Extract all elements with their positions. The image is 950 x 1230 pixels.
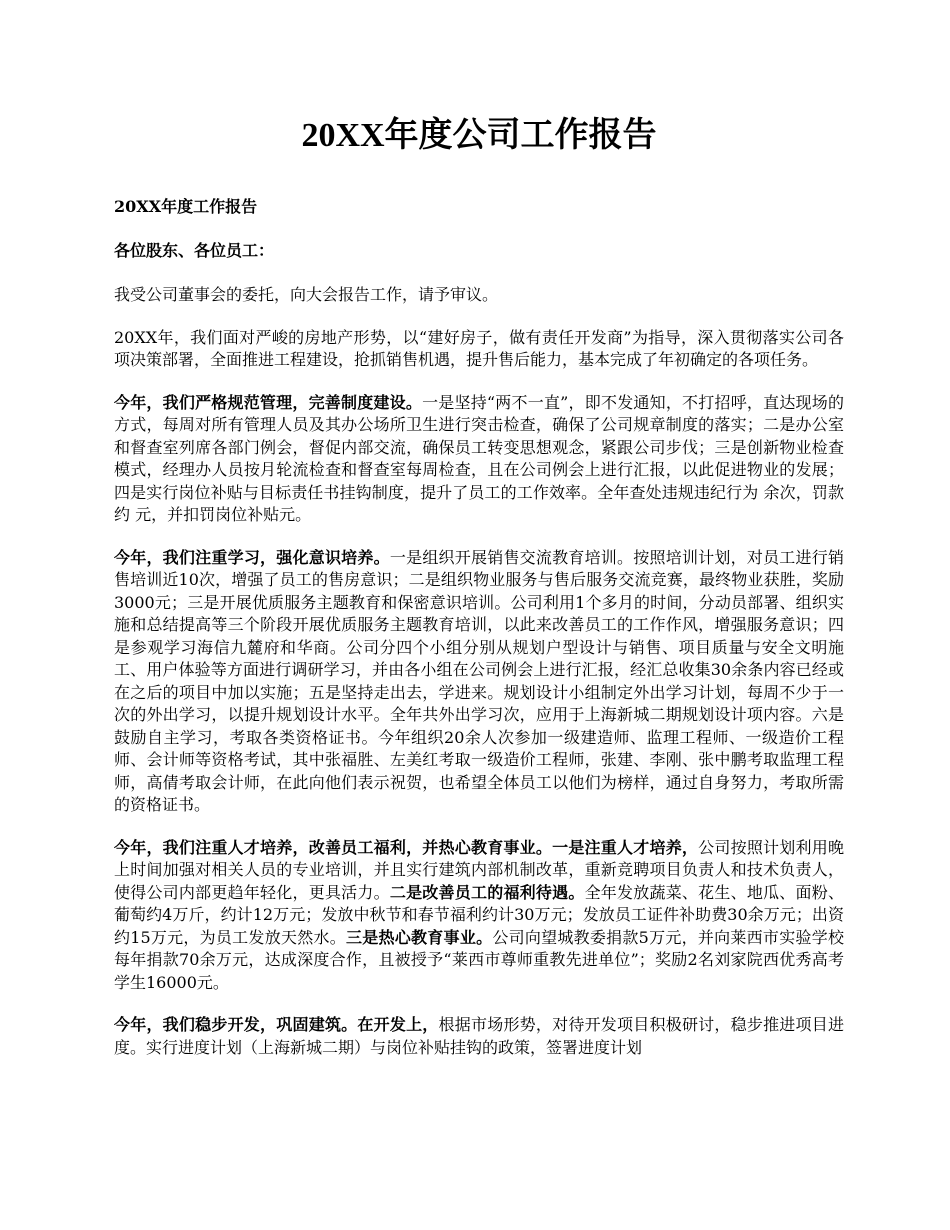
talent-body: 公司按照计划利用晚上时间加强对相关人员的专业培训，并且实行建筑内部机制改革，重新竞聘项目负责人和技术负责人，使得公司内部更趋年轻化，更具活力。 [114, 837, 844, 902]
section-development-heading: 今年，我们稳步开发，巩固建筑。 [114, 1015, 358, 1034]
section-learning-paragraph [114, 547, 844, 817]
intro-paragraph: 我受公司董事会的委托，向大会报告工作，请予审议。 [114, 285, 499, 304]
development-body: 根据市场形势，对待开发项目积极研讨，稳步推进项目进度。实行进度计划（上海新城二期）与岗位补贴挂钩的政策，签署进度计划 [114, 1015, 844, 1057]
section-learning-heading: 今年，我们注重学习，强化意识培养。 [114, 547, 390, 567]
salutation: 各位股东、各位员工： [114, 241, 275, 260]
section-management-heading: 今年，我们严格规范管理，完善制度建设。 [114, 392, 423, 412]
section-learning-body: 一是组织开展销售交流教育培训。按照培训计划，对员工进行销售培训近10次，增强了员工的售房意识；二是组织物业服务与售后服务交流竞赛，最终物业获胜，奖励3000元；三是开展优质服务主题教育和保密意识培训。公司利用1个多月的时间，分动员部署、组织实施和总结提高等三个阶段开展优质服务主题教育培训，以此来改善员工的工作作风，增强服务意识；四是参观学习海信九麓府和华商。公司分四个小组分别从规划户型设计与销售、项目质量与安全文明施工、用户体验等方面进行调研学习，并由各小组在公司例会上进行汇报，经汇总收集30余条内容已经或在之后的项目中加以实施；五是坚持走出去，学进来。规划设计小组制定外出学习计划，每周不少于一次的外出学习，以提升规划设计水平。全年共外出学习次，应用于上海新城二期规划设计项内容。六是鼓励自主学习，考取各类资格证书。今年组织20余人次参加一级建造师、监理工程师、一级造价工程师、会计师等资格考试，其中张福胜、左美红考取一级造价工程师，张建、李刚、张中鹏考取监理工程师，高倩考取会计师，在此向他们表示祝贺，也希望全体员工以他们为榜样，通过自身努力，考取所需的资格证书。 [114, 547, 844, 814]
section-development-paragraph [114, 1014, 844, 1059]
section-talent-paragraph [114, 837, 844, 995]
talent-subheading: 一是注重人才培养， [552, 837, 699, 857]
welfare-subheading: 二是改善员工的福利待遇。 [389, 882, 585, 902]
document-title: 20XX年度公司工作报告 [301, 117, 657, 154]
section-talent-heading: 今年，我们注重人才培养，改善员工福利，并热心教育事业。 [114, 837, 553, 857]
summary-paragraph: 20XX年，我们面对严峻的房地产形势，以“建好房子，做有责任开发商”为指导，深入贯彻落实公司各项决策部署，全面推进工程建设，抢抓销售机遇，提升售后能力，基本完成了年初确定的各项任务。 [114, 327, 844, 369]
section-management-paragraph [114, 392, 844, 527]
education-body: 公司向望城教委捐款5万元，并向莱西市实验学校每年捐款70余万元，达成深度合作，且被授予“莱西市尊师重教先进单位”；奖励2名刘家院西优秀高考学生16000元。 [114, 927, 844, 992]
welfare-body: 全年发放蔬菜、花生、地瓜、面粉、葡萄约4万斤，约计12万元；发放中秋节和春节福利约计30万元；发放员工证件补助费30余万元；出资约15万元，为员工发放天然水。 [114, 882, 844, 947]
report-subtitle: 20XX年度工作报告 [114, 197, 258, 216]
development-subheading: 在开发上， [357, 1015, 439, 1034]
education-subheading: 三是热心教育事业。 [346, 927, 493, 947]
section-management-body: 一是坚持“两不一直”，即不发通知，不打招呼，直达现场的方式，每周对所有管理人员及其办公场所卫生进行突击检查，确保了公司规章制度的落实；二是办公室和督查室列席各部门例会，督促内部交流，确保员工转变思想观念，紧跟公司步伐；三是创新物业检查模式，经理办人员按月轮流检查和督查室每周检查，且在公司例会上进行汇报，以此促进物业的发展；四是实行岗位补贴与目标责任书挂钩制度，提升了员工的工作效率。全年查处违规违纪行为 余次，罚款约 元，并扣罚岗位补贴元。 [114, 392, 844, 524]
